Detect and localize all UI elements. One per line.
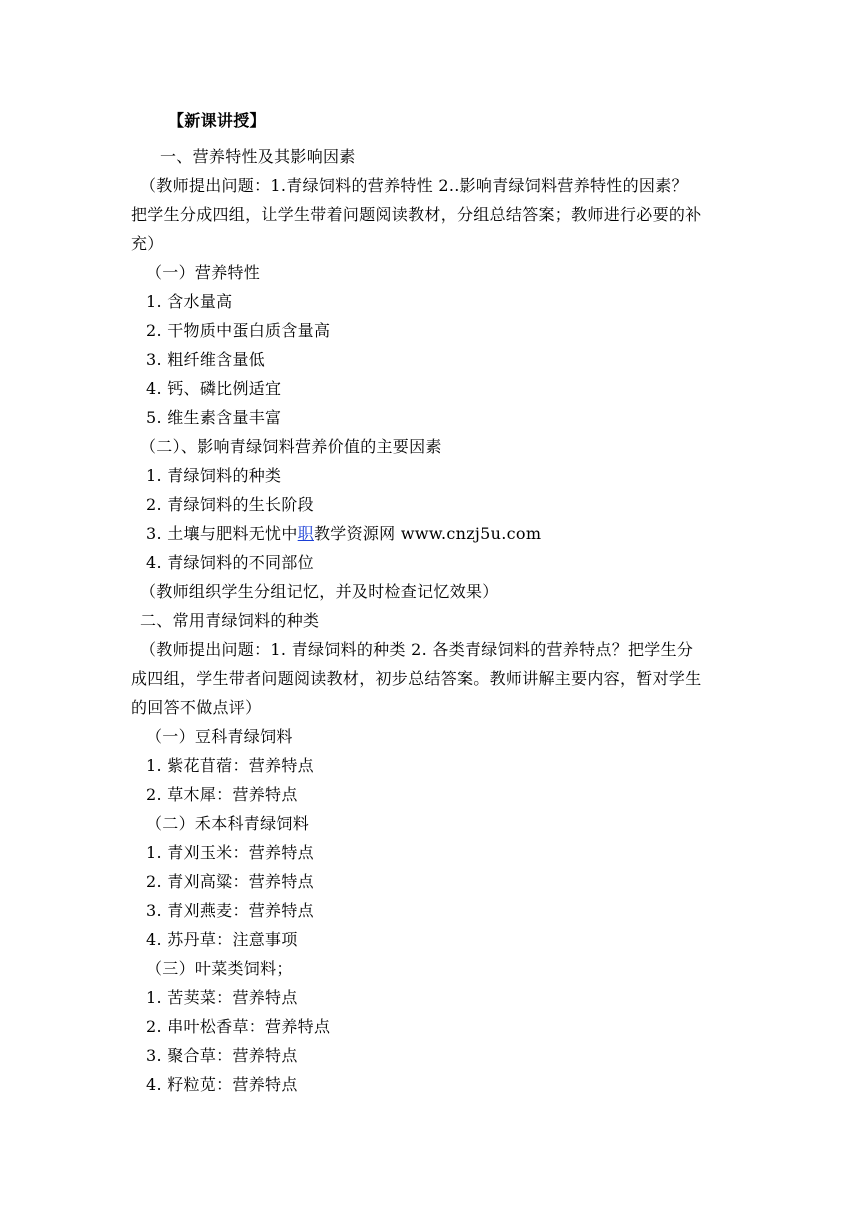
sub1-title: （一）营养特性 bbox=[146, 263, 261, 282]
legume-title: （一）豆科青绿饲料 bbox=[146, 727, 293, 746]
section1-intro-line: （教师提出问题：1.青绿饲料的营养特性 2..影响青绿饲料营养特性的因素？ bbox=[140, 176, 688, 195]
list-item: 1. 含水量高 bbox=[146, 292, 233, 311]
section1-title: 一、营养特性及其影响因素 bbox=[160, 147, 356, 166]
list-item: 2. 干物质中蛋白质含量高 bbox=[146, 321, 331, 340]
list-item: 3. 青刈燕麦：营养特点 bbox=[146, 901, 314, 920]
section2-title: 二、常用青绿饲料的种类 bbox=[140, 611, 320, 630]
list-item: 1. 青绿饲料的种类 bbox=[146, 466, 282, 485]
section2-intro-line: 成四组，学生带者问题阅读教材，初步总结答案。教师讲解主要内容，暂对学生 bbox=[131, 669, 702, 688]
list-item: 2. 草木犀：营养特点 bbox=[146, 785, 298, 804]
lesson-heading: 【新课讲授】 bbox=[168, 111, 266, 130]
section2-intro-line: （教师提出问题：1. 青绿饲料的种类 2. 各类青绿饲料的营养特点？把学生分 bbox=[140, 640, 694, 659]
list-item: 1. 紫花苜蓿：营养特点 bbox=[146, 756, 314, 775]
list-item: 1. 青刈玉米：营养特点 bbox=[146, 843, 314, 862]
list-item: 2. 青绿饲料的生长阶段 bbox=[146, 495, 314, 514]
list-item: 4. 籽粒苋：营养特点 bbox=[146, 1075, 298, 1094]
teacher-note: （教师组织学生分组记忆，并及时检查记忆效果） bbox=[140, 582, 499, 601]
watermark-link[interactable]: 职 bbox=[297, 524, 314, 543]
section2-intro-line: 的回答不做点评） bbox=[131, 698, 262, 717]
list-item bbox=[146, 523, 541, 545]
list-item-text: 教学资源网 www.cnzj5u.com bbox=[313, 524, 542, 543]
list-item: 5. 维生素含量丰富 bbox=[146, 408, 282, 427]
sub2-title: （二）、影响青绿饲料营养价值的主要因素 bbox=[140, 437, 442, 456]
list-item: 3. 粗纤维含量低 bbox=[146, 350, 266, 369]
section1-intro-line: 把学生分成四组，让学生带着问题阅读教材，分组总结答案；教师进行必要的补 bbox=[131, 205, 702, 224]
leafy-title: （三）叶菜类饲料； bbox=[146, 959, 293, 978]
section1-intro-line: 充） bbox=[131, 234, 164, 253]
list-item: 2. 串叶松香草：营养特点 bbox=[146, 1017, 331, 1036]
list-item: 1. 苦荬菜：营养特点 bbox=[146, 988, 298, 1007]
list-item: 3. 聚合草：营养特点 bbox=[146, 1046, 298, 1065]
list-item-text: 3. 土壤与肥料无忧中 bbox=[146, 524, 298, 543]
list-item: 2. 青刈高粱：营养特点 bbox=[146, 872, 314, 891]
grass-title: （二）禾本科青绿饲料 bbox=[146, 814, 310, 833]
list-item: 4. 钙、磷比例适宜 bbox=[146, 379, 282, 398]
list-item: 4. 苏丹草：注意事项 bbox=[146, 930, 298, 949]
list-item: 4. 青绿饲料的不同部位 bbox=[146, 553, 314, 572]
